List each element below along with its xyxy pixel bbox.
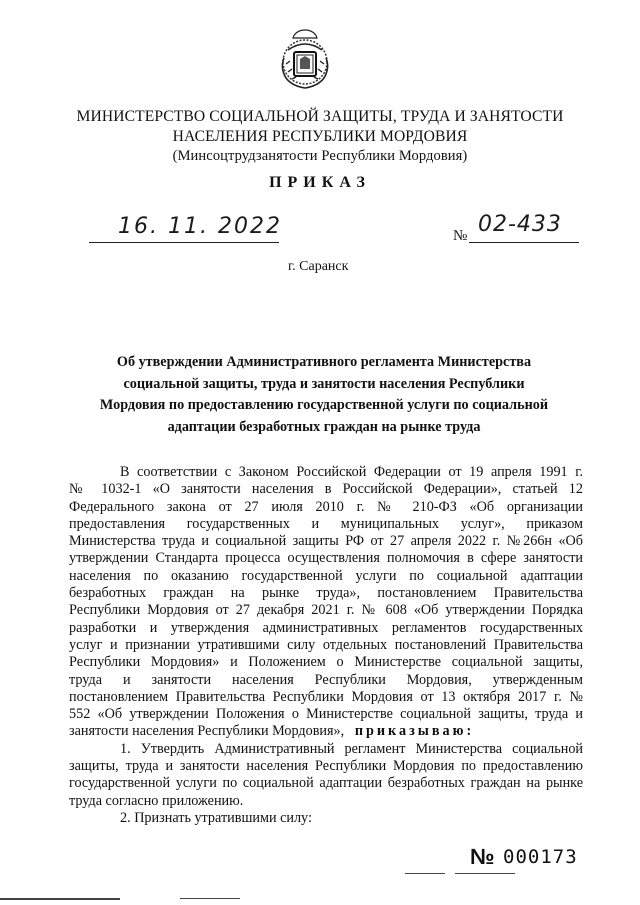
body-line: постановлением Правительства Республики Мордовия от 13 октября 2017 г. № [69, 688, 583, 705]
item-2-line: 2. Признать утратившими силу: [120, 809, 312, 826]
ministry-name-line-2: НАСЕЛЕНИЯ РЕСПУБЛИКИ МОРДОВИЯ [172, 128, 468, 145]
scan-edge-mark [180, 898, 240, 899]
serial-number: 000173 [503, 846, 578, 868]
document-body [69, 464, 583, 827]
ministry-name-line-1: МИНИСТЕРСТВО СОЦИАЛЬНОЙ ЗАЩИТЫ, ТРУДА И ЗАНЯТОСТИ [76, 108, 564, 125]
body-line: предоставления государственных и муниципальных услуг», приказом [69, 515, 583, 532]
city: г. Саранск [288, 259, 349, 274]
item-1-line: защиты, труда и занятости населения Республики Мордовия по предоставлению [69, 758, 583, 775]
body-line: населения по оказанию государственной услуги по социальной адаптации [69, 567, 583, 584]
body-line: Министерства труда и социальной защиты РФ от 27 апреля 2022 г. №266н «Об [69, 533, 583, 550]
body-line: разработки и утверждения административных регламентов государственных [69, 619, 583, 636]
handwritten-number: 02-433 [478, 212, 562, 237]
body-line: В соответствии с Законом Российской Федерации от 19 апреля 1991 г. [120, 464, 583, 480]
heading-line: социальной защиты, труда и занятости населения Республики [123, 375, 525, 392]
body-line-with-order-word [69, 723, 583, 740]
item-1-line: 1. Утвердить Административный регламент Министерства социальной [120, 740, 583, 757]
body-line: утверждении Стандарта процесса осуществления полномочия в сфере занятости [69, 550, 583, 567]
scan-mark [455, 873, 515, 874]
heading-line: Об утверждении Административного регламента Министерства [116, 354, 532, 370]
body-line: 552 «Об утверждении Положения о Министерстве социальной защиты, труда и [69, 706, 583, 723]
heading-line: адаптации безработных граждан на рынке труда [167, 418, 481, 435]
ministry-short-name: (Минсоцтрудзанятости Республики Мордовия) [172, 148, 468, 164]
body-line: Республики Мордовия» и Положением о Министерстве социальной защиты, [69, 654, 583, 671]
document-heading [80, 352, 568, 438]
item-1-line: труда согласно приложению. [69, 792, 244, 809]
body-line: услуг и признании утратившими силу отдельных постановлений Правительства [69, 636, 583, 653]
scan-mark [405, 873, 445, 874]
body-line: труда и занятости населения Республики Мордовия, утвержденным [69, 671, 583, 688]
serial-number-sign: № [470, 844, 495, 869]
number-label: № [453, 228, 468, 244]
body-line: № 1032-1 «О занятости населения в Российской Федерации», статьей 12 [69, 481, 583, 498]
scan-edge-mark [0, 898, 120, 900]
number-underline [469, 242, 579, 243]
date-underline [89, 242, 279, 243]
heading-line: Мордовия по предоставлению государственной услуги по социальной [99, 397, 549, 413]
body-line: Республики Мордовия от 27 декабря 2021 г. № 608 «Об утверждении Порядка [69, 602, 583, 619]
body-line: Федерального закона от 27 июля 2010 г. № 210-ФЗ «Об организации [69, 498, 583, 515]
item-1-line: государственной услуги по социальной адаптации безработных граждан на рынке [69, 775, 583, 792]
handwritten-date: 16. 11. 2022 [118, 214, 282, 239]
coat-of-arms-emblem [276, 28, 334, 90]
body-line: безработных граждан на рынке труда», постановлением Правительства [69, 585, 583, 602]
order-word: приказываю: [354, 723, 475, 740]
document-type-title: ПРИКАЗ [269, 174, 371, 191]
body-last-line-text: занятости населения Республики Мордовия», [69, 723, 345, 740]
